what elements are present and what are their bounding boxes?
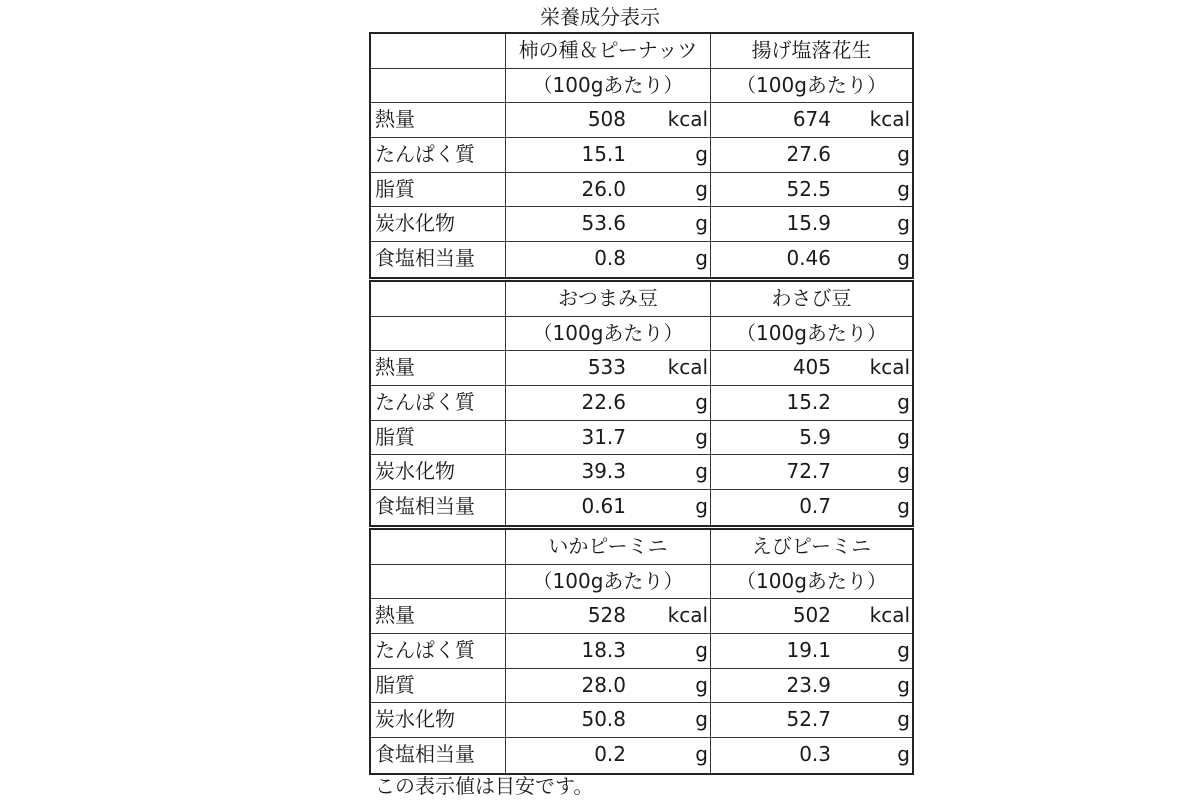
unit-label: g bbox=[695, 142, 708, 167]
product-name: わさび豆 bbox=[771, 286, 852, 310]
nutrient-value: 0.3 bbox=[799, 742, 831, 767]
product-name: おつまみ豆 bbox=[558, 286, 658, 310]
unit-label: g bbox=[695, 707, 708, 732]
nutrient-value: 26.0 bbox=[581, 176, 626, 201]
nutrient-label: 脂質 bbox=[371, 421, 506, 455]
empty-header-cell bbox=[371, 565, 506, 599]
unit-label: g bbox=[695, 211, 708, 236]
empty-header-cell bbox=[371, 282, 506, 316]
unit-label: g bbox=[695, 176, 708, 201]
unit-label: g bbox=[695, 672, 708, 697]
product-name: 揚げ塩落花生 bbox=[751, 38, 872, 62]
unit-label: g bbox=[695, 459, 708, 484]
empty-header-cell bbox=[371, 69, 506, 103]
unit-label: g bbox=[897, 390, 910, 415]
unit-label: g bbox=[897, 424, 910, 449]
nutrition-table bbox=[369, 32, 914, 279]
per-100g-label: （100gあたり） bbox=[532, 320, 684, 345]
nutrient-value: 23.9 bbox=[786, 672, 831, 697]
unit-label: g bbox=[695, 246, 708, 271]
unit-label: g bbox=[897, 459, 910, 484]
table-row bbox=[371, 455, 912, 490]
nutrient-value: 0.2 bbox=[594, 742, 626, 767]
nutrient-label: たんぱく質 bbox=[371, 634, 506, 668]
nutrient-value: 72.7 bbox=[786, 459, 831, 484]
per-100g-label: （100gあたり） bbox=[736, 568, 887, 593]
unit-label: kcal bbox=[869, 355, 910, 380]
nutrient-label: 食塩相当量 bbox=[371, 242, 506, 277]
unit-label: kcal bbox=[667, 107, 708, 132]
product-name: いかピーミニ bbox=[548, 534, 668, 558]
unit-label: g bbox=[897, 742, 910, 767]
nutrient-value: 52.7 bbox=[786, 707, 831, 732]
table-row bbox=[371, 490, 912, 525]
table-header-row bbox=[371, 282, 912, 317]
table-row bbox=[371, 173, 912, 208]
unit-label: kcal bbox=[667, 355, 708, 380]
unit-label: g bbox=[695, 390, 708, 415]
footnote: この表示値は目安です。 bbox=[375, 774, 594, 798]
nutrient-value: 0.8 bbox=[594, 246, 626, 271]
table-row bbox=[371, 634, 912, 669]
unit-label: g bbox=[695, 742, 708, 767]
nutrient-value: 22.6 bbox=[581, 390, 626, 415]
nutrient-label: たんぱく質 bbox=[371, 138, 506, 172]
nutrient-label: 脂質 bbox=[371, 173, 506, 207]
unit-label: g bbox=[695, 638, 708, 663]
nutrient-value: 0.46 bbox=[786, 246, 831, 271]
nutrient-label: 食塩相当量 bbox=[371, 490, 506, 525]
table-row bbox=[371, 738, 912, 773]
nutrient-value: 405 bbox=[792, 355, 831, 380]
table-row bbox=[371, 599, 912, 634]
unit-label: g bbox=[897, 211, 910, 236]
unit-label: g bbox=[897, 672, 910, 697]
empty-header-cell bbox=[371, 317, 506, 351]
unit-label: kcal bbox=[667, 603, 708, 628]
table-header-row bbox=[371, 530, 912, 565]
table-row bbox=[371, 351, 912, 386]
table-row bbox=[371, 207, 912, 242]
table-row bbox=[371, 669, 912, 704]
nutrient-value: 528 bbox=[587, 603, 626, 628]
unit-label: g bbox=[897, 707, 910, 732]
nutrient-value: 15.2 bbox=[786, 390, 831, 415]
nutrient-value: 15.9 bbox=[786, 211, 831, 236]
nutrient-value: 53.6 bbox=[581, 211, 626, 236]
empty-header-cell bbox=[371, 530, 506, 564]
nutrient-label: 炭水化物 bbox=[371, 703, 506, 737]
nutrient-label: 炭水化物 bbox=[371, 207, 506, 241]
table-subheader-row bbox=[371, 317, 912, 352]
nutrient-label: 食塩相当量 bbox=[371, 738, 506, 773]
empty-header-cell bbox=[371, 34, 506, 68]
nutrient-value: 0.61 bbox=[581, 494, 626, 519]
per-100g-label: （100gあたり） bbox=[532, 568, 684, 593]
per-100g-label: （100gあたり） bbox=[532, 72, 684, 97]
table-subheader-row bbox=[371, 69, 912, 104]
table-row bbox=[371, 386, 912, 421]
unit-label: kcal bbox=[869, 107, 910, 132]
product-name: えびピーミニ bbox=[751, 534, 872, 558]
nutrient-value: 508 bbox=[587, 107, 626, 132]
nutrient-label: 熱量 bbox=[371, 351, 506, 385]
nutrient-value: 18.3 bbox=[581, 638, 626, 663]
nutrient-value: 5.9 bbox=[799, 424, 831, 449]
table-row bbox=[371, 103, 912, 138]
per-100g-label: （100gあたり） bbox=[736, 320, 887, 345]
nutrient-label: 熱量 bbox=[371, 103, 506, 137]
table-header-row bbox=[371, 34, 912, 69]
table-row bbox=[371, 242, 912, 277]
table-row bbox=[371, 138, 912, 173]
nutrient-value: 52.5 bbox=[786, 176, 831, 201]
table-row bbox=[371, 421, 912, 456]
page-title: 栄養成分表示 bbox=[540, 5, 660, 29]
table-row bbox=[371, 703, 912, 738]
nutrient-value: 28.0 bbox=[581, 672, 626, 697]
nutrient-value: 50.8 bbox=[581, 707, 626, 732]
nutrition-table bbox=[369, 528, 914, 775]
nutrient-label: 脂質 bbox=[371, 669, 506, 703]
nutrient-value: 533 bbox=[587, 355, 626, 380]
table-subheader-row bbox=[371, 565, 912, 600]
unit-label: g bbox=[897, 494, 910, 519]
unit-label: g bbox=[897, 246, 910, 271]
unit-label: g bbox=[695, 494, 708, 519]
unit-label: kcal bbox=[869, 603, 910, 628]
unit-label: g bbox=[897, 176, 910, 201]
nutrient-value: 674 bbox=[792, 107, 831, 132]
nutrient-value: 502 bbox=[792, 603, 831, 628]
nutrient-value: 0.7 bbox=[799, 494, 831, 519]
nutrient-label: 炭水化物 bbox=[371, 455, 506, 489]
per-100g-label: （100gあたり） bbox=[736, 72, 887, 97]
nutrient-value: 27.6 bbox=[786, 142, 831, 167]
unit-label: g bbox=[897, 638, 910, 663]
nutrient-value: 15.1 bbox=[581, 142, 626, 167]
unit-label: g bbox=[695, 424, 708, 449]
nutrient-value: 39.3 bbox=[581, 459, 626, 484]
nutrient-value: 31.7 bbox=[581, 424, 626, 449]
product-name: 柿の種＆ピーナッツ bbox=[518, 38, 698, 62]
nutrition-table bbox=[369, 280, 914, 527]
nutrient-value: 19.1 bbox=[786, 638, 831, 663]
nutrient-label: たんぱく質 bbox=[371, 386, 506, 420]
unit-label: g bbox=[897, 142, 910, 167]
nutrient-label: 熱量 bbox=[371, 599, 506, 633]
